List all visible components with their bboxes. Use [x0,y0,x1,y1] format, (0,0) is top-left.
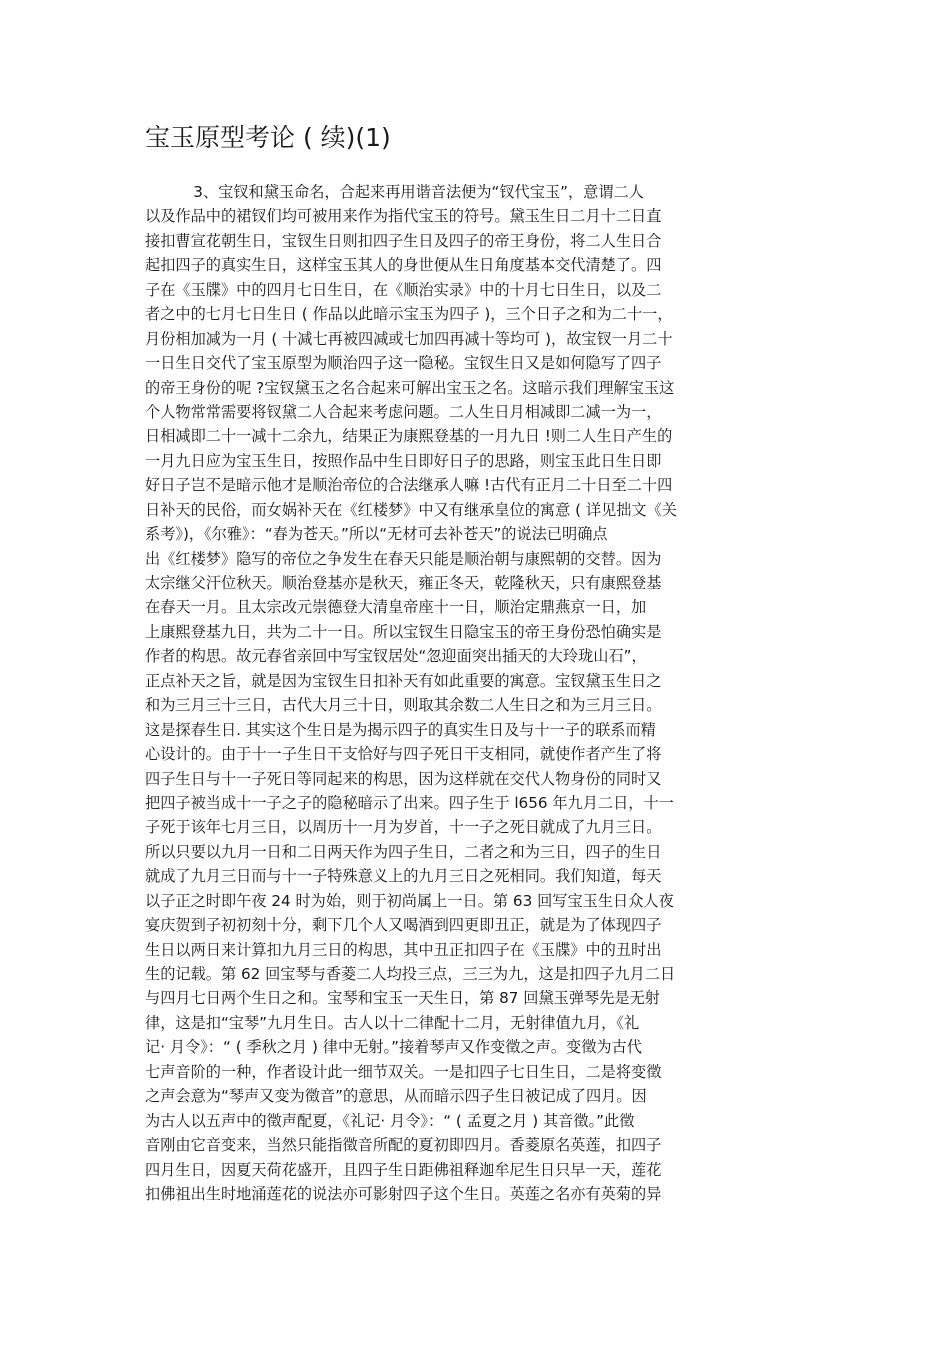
text-line: 心设计的。由于十一子生日干支恰好与四子死日干支相同，就使作者产生了将 [145,745,662,764]
text-line: 者之中的七月七日生日 ( 作品以此暗示宝玉为四子 )，三个日子之和为二十一， [145,305,673,324]
text-line: 一月九日应为宝玉生日，按照作品中生日即好日子的思路，则宝玉此日生日即 [145,451,662,470]
text-line: 律，这是扣“宝琴”九月生日。古人以十二律配十二月，无射律值九月，《礼 [145,1013,640,1032]
text-line: 生日以两日来计算扣九月三日的构思，其中丑正扣四子在《玉牒》中的丑时出 [145,940,662,959]
text-line: 系考》)，《尔雅》：“春为苍天。”所以“无材可去补苍天”的说法已明确点 [145,525,608,544]
text-line: 之声会意为“琴声又变为徵音”的意思，从而暗示四子生日被记成了四月。因 [145,1087,647,1106]
text-line: 记· 月令》：“ ( 季秋之月 ) 律中无射。”接着琴声又作变徵之声。变徵为古代 [145,1038,642,1057]
text-line: 和为三月三十三日，古代大月三十日，则取其余数二人生日之和为三月三日。 [145,696,662,715]
text-line: 正点补天之旨，就是因为宝钗生日扣补天有如此重要的寓意。宝钗黛玉生日之 [145,671,662,690]
text-line: 出《红楼梦》隐写的帝位之争发生在春天只能是顺治朝与康熙朝的交替。因为 [145,549,662,568]
text-line: 一日生日交代了宝玉原型为顺治四子这一隐秘。宝钗生日又是如何隐写了四子 [145,354,662,373]
text-line: 扣佛祖出生时地涌莲花的说法亦可影射四子这个生日。英莲之名亦有英菊的异 [145,1184,662,1203]
text-line: 3、宝钗和黛玉命名，合起来再用谐音法便为“钗代宝玉”，意谓二人 [145,183,644,201]
text-line: 的帝王身份的呢 ?宝钗黛玉之名合起来可解出宝玉之名。这暗示我们理解宝玉这 [145,378,675,397]
text-line: 好日子岂不是暗示他才是顺治帝位的合法继承人嘛 !古代有正月二十日至二十四 [145,476,673,495]
text-line: 音刚由它音变来，当然只能指徵音所配的夏初即四月。香菱原名英莲，扣四子 [145,1136,662,1155]
text-line: 四子生日与十一子死日等同起来的构思，因为这样就在交代人物身份的同时又 [145,769,662,788]
text-line: 四月生日，因夏天荷花盛开，且四子生日距佛祖释迦牟尼生日只早一天，莲花 [145,1160,662,1179]
text-line: 起扣四子的真实生日，这样宝玉其人的身世便从生日角度基本交代清楚了。四 [145,256,662,275]
text-line: 个人物常常需要将钗黛二人合起来考虑问题。二人生日月相减即二减一为一， [145,402,662,421]
text-line: 月份相加减为一月 ( 十减七再被四减或七加四再减十等均可 )，故宝钗一月二十 [145,329,673,348]
text-line: 在春天一月。且太宗改元崇德登大清皇帝座十一日，顺治定鼎燕京一日，加 [145,598,647,617]
text-line: 把四子被当成十一子之子的隐秘暗示了出来。四子生于 l656 年九月二日，十一 [145,793,674,812]
text-line: 为古人以五声中的徵声配夏，《礼记· 月令》：“ ( 孟夏之月 ) 其音徵。”此徵 [145,1111,635,1130]
body-text [145,180,815,1206]
text-line: 以及作品中的裙钗们均可被用来作为指代宝玉的符号。黛玉生日二月十二日直 [145,207,662,226]
text-line: 生的记载。第 62 回宝琴与香菱二人均投三点，三三为九，这是扣四子九月二日 [145,965,676,983]
text-line: 子在《玉牒》中的四月七日生日，在《顺治实录》中的十月七日生日，以及二 [145,280,662,299]
text-line: 宴庆贺到子初初刻十分，剩下几个人又喝酒到四更即丑正，就是为了体现四子 [145,916,662,935]
text-line: 这是探春生日. 其实这个生日是为揭示四子的真实生日及与十一子的联系而精 [145,720,656,739]
text-line: 日相减即二十一减十二余九，结果正为康熙登基的一月九日 !则二人生日产生的 [145,427,673,446]
text-line: 上康熙登基九日，共为二十一日。所以宝钗生日隐宝玉的帝王身份恐怕确实是 [145,622,662,641]
text-line: 与四月七日两个生日之和。宝琴和宝玉一天生日，第 87 回黛玉弹琴先是无射 [145,989,660,1008]
page-title: 宝玉原型考论 ( 续)(1) [145,123,391,152]
text-line: 太宗继父汗位秋天。顺治登基亦是秋天，雍正冬天，乾隆秋天，只有康熙登基 [145,574,662,592]
text-line: 子死于该年七月三日，以周历十一月为岁首，十一子之死日就成了九月三日。 [145,818,662,837]
text-line: 接扣曹宣花朝生日，宝钗生日则扣四子生日及四子的帝王身份，将二人生日合 [145,231,662,250]
text-line: 作者的构思。故元春省亲回中写宝钗居处“忽迎面突出插天的大玲珑山石”， [145,647,647,666]
text-line: 七声音阶的一种，作者设计此一细节双关。一是扣四子七日生日，二是将变徵 [145,1062,662,1081]
text-line: 以子正之时即午夜 24 时为始，则于初尚属上一日。第 63 回写宝玉生日众人夜 [145,891,674,910]
text-line: 日补天的民俗，而女娲补天在《红楼梦》中又有继承皇位的寓意 ( 详见拙文《关 [145,500,677,519]
text-line: 所以只要以九月一日和二日两天作为四子生日，二者之和为三日，四子的生日 [145,842,662,861]
text-line: 就成了九月三日而与十一子特殊意义上的九月三日之死相同。我们知道，每天 [145,867,662,886]
